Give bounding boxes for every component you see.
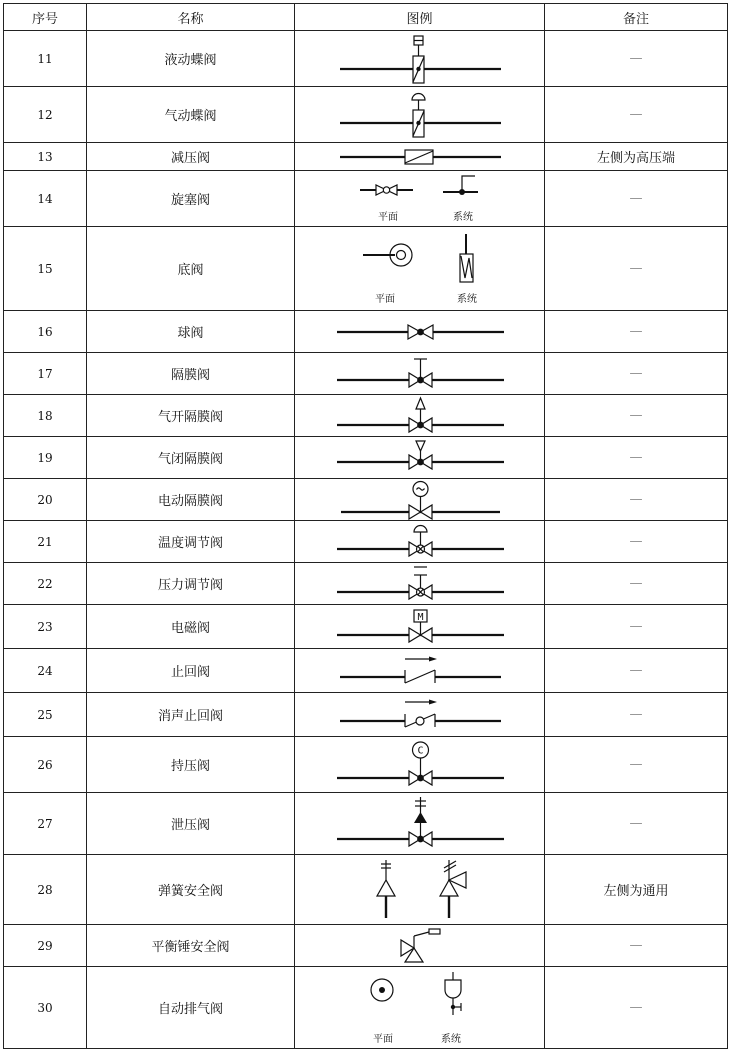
row-note: — — [545, 925, 728, 967]
system-label: 系统 — [441, 1033, 461, 1045]
row-figure — [295, 605, 545, 649]
row-number: 28 — [4, 855, 87, 925]
row-note: — — [545, 87, 728, 143]
row-name: 液动蝶阀 — [87, 31, 295, 87]
row-number: 29 — [4, 925, 87, 967]
row-name: 电磁阀 — [87, 605, 295, 649]
row-name: 减压阀 — [87, 143, 295, 171]
pressure-control-valve-icon — [295, 564, 545, 604]
row-name: 自动排气阀 — [87, 967, 295, 1049]
row-figure — [295, 143, 545, 171]
table-row — [4, 563, 728, 605]
row-note: — — [545, 521, 728, 563]
row-number: 21 — [4, 521, 87, 563]
table-row — [4, 395, 728, 437]
automatic-air-vent-icon — [295, 968, 545, 1048]
row-figure — [295, 395, 545, 437]
row-note: — — [545, 563, 728, 605]
row-figure — [295, 311, 545, 353]
row-name: 温度调节阀 — [87, 521, 295, 563]
row-figure — [295, 521, 545, 563]
ball-valve-icon — [295, 312, 545, 352]
row-note: — — [545, 605, 728, 649]
solenoid-m-glyph: M — [417, 611, 424, 623]
system-label: 系统 — [453, 211, 473, 223]
row-note: — — [545, 311, 728, 353]
row-name: 气开隔膜阀 — [87, 395, 295, 437]
table-row — [4, 227, 728, 311]
row-name: 泄压阀 — [87, 793, 295, 855]
electric-diaphragm-valve-icon — [295, 480, 545, 520]
row-figure — [295, 855, 545, 925]
table-row — [4, 87, 728, 143]
row-note: — — [545, 437, 728, 479]
pressure-relief-valve-icon — [295, 794, 545, 854]
table-row — [4, 693, 728, 737]
plan-label: 平面 — [373, 1033, 393, 1045]
header-note: 备注 — [545, 4, 728, 31]
row-name: 电动隔膜阀 — [87, 479, 295, 521]
air-open-diaphragm-valve-icon — [295, 396, 545, 436]
silent-check-valve-icon — [295, 694, 545, 736]
row-number: 16 — [4, 311, 87, 353]
table-row — [4, 855, 728, 925]
row-name: 隔膜阀 — [87, 353, 295, 395]
header-no: 序号 — [4, 4, 87, 31]
row-note: — — [545, 793, 728, 855]
table-row — [4, 171, 728, 227]
row-figure — [295, 227, 545, 311]
sustaining-c-glyph: C — [417, 745, 424, 756]
row-note: — — [545, 693, 728, 737]
pneumatic-butterfly-valve-icon — [295, 88, 545, 142]
temperature-control-valve-icon — [295, 522, 545, 562]
row-name: 气闭隔膜阀 — [87, 437, 295, 479]
table-row — [4, 311, 728, 353]
foot-valve-icon — [295, 228, 545, 310]
row-name: 球阀 — [87, 311, 295, 353]
plug-valve-icon — [295, 172, 545, 226]
row-figure — [295, 171, 545, 227]
row-note: — — [545, 479, 728, 521]
table-row — [4, 521, 728, 563]
row-name: 旋塞阀 — [87, 171, 295, 227]
table-row — [4, 31, 728, 87]
row-figure — [295, 737, 545, 793]
header-figure: 图例 — [295, 4, 545, 31]
hydraulic-butterfly-valve-icon — [295, 32, 545, 86]
system-label: 系统 — [457, 293, 477, 305]
table-row — [4, 605, 728, 649]
row-figure — [295, 693, 545, 737]
row-figure — [295, 31, 545, 87]
row-figure — [295, 479, 545, 521]
table-row — [4, 479, 728, 521]
row-note: 左侧为高压端 — [545, 143, 728, 171]
solenoid-valve-icon — [295, 606, 545, 648]
air-close-diaphragm-valve-icon — [295, 438, 545, 478]
row-number: 22 — [4, 563, 87, 605]
row-figure — [295, 793, 545, 855]
row-name: 弹簧安全阀 — [87, 855, 295, 925]
row-note: — — [545, 395, 728, 437]
row-number: 23 — [4, 605, 87, 649]
row-number: 20 — [4, 479, 87, 521]
row-note: — — [545, 649, 728, 693]
row-number: 26 — [4, 737, 87, 793]
row-number: 27 — [4, 793, 87, 855]
table-row — [4, 967, 728, 1049]
row-number: 25 — [4, 693, 87, 737]
row-number: 24 — [4, 649, 87, 693]
plan-label: 平面 — [378, 211, 398, 223]
valve-legend-sheet — [3, 3, 727, 1047]
row-figure — [295, 925, 545, 967]
row-note: 左侧为通用 — [545, 855, 728, 925]
plan-label: 平面 — [375, 293, 395, 305]
check-valve-icon — [295, 650, 545, 692]
row-number: 15 — [4, 227, 87, 311]
row-name: 压力调节阀 — [87, 563, 295, 605]
row-figure — [295, 437, 545, 479]
row-figure — [295, 649, 545, 693]
table-row — [4, 353, 728, 395]
row-number: 30 — [4, 967, 87, 1049]
weighted-safety-valve-icon — [295, 926, 545, 966]
row-note: — — [545, 31, 728, 87]
row-note: — — [545, 227, 728, 311]
row-number: 13 — [4, 143, 87, 171]
table-row — [4, 737, 728, 793]
row-note: — — [545, 171, 728, 227]
row-name: 消声止回阀 — [87, 693, 295, 737]
row-figure — [295, 87, 545, 143]
row-figure — [295, 563, 545, 605]
row-figure — [295, 353, 545, 395]
row-figure — [295, 967, 545, 1049]
table-row — [4, 793, 728, 855]
row-number: 17 — [4, 353, 87, 395]
pressure-reducing-valve-icon — [295, 144, 545, 170]
row-number: 12 — [4, 87, 87, 143]
table-header-row — [4, 4, 728, 31]
row-number: 14 — [4, 171, 87, 227]
row-note: — — [545, 967, 728, 1049]
row-number: 11 — [4, 31, 87, 87]
row-number: 18 — [4, 395, 87, 437]
row-name: 平衡锤安全阀 — [87, 925, 295, 967]
spring-safety-valve-icon — [295, 856, 545, 924]
header-name: 名称 — [87, 4, 295, 31]
valve-legend-table — [3, 3, 728, 1049]
pressure-sustaining-valve-icon — [295, 738, 545, 792]
table-row — [4, 925, 728, 967]
row-name: 止回阀 — [87, 649, 295, 693]
row-note: — — [545, 353, 728, 395]
row-name: 持压阀 — [87, 737, 295, 793]
diaphragm-valve-icon — [295, 354, 545, 394]
row-name: 气动蝶阀 — [87, 87, 295, 143]
row-number: 19 — [4, 437, 87, 479]
row-note: — — [545, 737, 728, 793]
table-row — [4, 437, 728, 479]
table-row — [4, 143, 728, 171]
table-row — [4, 649, 728, 693]
row-name: 底阀 — [87, 227, 295, 311]
